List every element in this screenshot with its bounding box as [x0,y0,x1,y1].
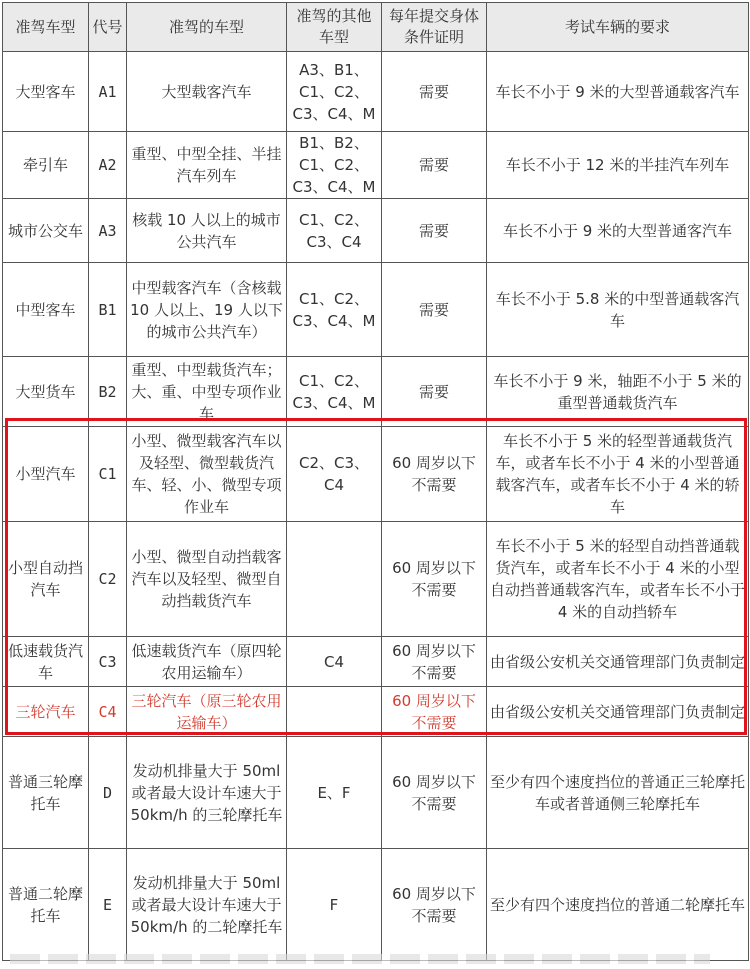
cell-code: A3 [89,199,127,263]
cell-code: C1 [89,427,127,522]
table-row [3,263,749,357]
cell-health: 60 周岁以下不需要 [382,737,487,849]
cell-others: B1、B2、C1、C2、C3、C4、M [287,132,382,199]
cell-health: 需要 [382,199,487,263]
cell-others [287,522,382,637]
cell-code: C3 [89,637,127,687]
table-row [3,199,749,263]
cell-type: 普通二轮摩托车 [3,849,89,961]
cell-vehicles: 重型、中型载货汽车；大、重、中型专项作业车 [127,357,287,427]
cropped-caption-remnant [10,954,710,964]
cell-type: 普通三轮摩托车 [3,737,89,849]
cell-requirement: 车长不小于 9 米的大型普通载客汽车 [487,52,749,132]
licence-class-table [2,2,749,961]
cell-others: C1、C2、C3、C4、M [287,357,382,427]
cell-vehicles: 发动机排量大于 50ml 或者最大设计车速大于 50km/h 的三轮摩托车 [127,737,287,849]
cell-type: 牵引车 [3,132,89,199]
cell-others: E、F [287,737,382,849]
cell-code: B2 [89,357,127,427]
cell-code: C4 [89,687,127,737]
cell-code: D [89,737,127,849]
cell-type: 中型客车 [3,263,89,357]
cell-others: A3、B1、C1、C2、C3、C4、M [287,52,382,132]
cell-vehicles: 中型载客汽车（含核载 10 人以上、19 人以下的城市公共汽车） [127,263,287,357]
cell-type: 小型汽车 [3,427,89,522]
cell-others: C1、C2、C3、C4 [287,199,382,263]
cell-others: C2、C3、C4 [287,427,382,522]
cell-requirement: 车长不小于 5 米的轻型自动挡普通载货汽车，或者车长不小于 4 米的小型自动挡普通载客汽车，或者车长不小于 4 米的自动挡轿车 [487,522,749,637]
cell-type: 城市公交车 [3,199,89,263]
table-row [3,132,749,199]
table-row [3,357,749,427]
header-code: 代号 [89,3,127,52]
header-requirement: 考试车辆的要求 [487,3,749,52]
cell-health: 需要 [382,132,487,199]
cell-health: 60 周岁以下不需要 [382,637,487,687]
cell-type: 三轮汽车 [3,687,89,737]
header-vehicles: 准驾的车型 [127,3,287,52]
cell-vehicles: 小型、微型载客汽车以及轻型、微型载货汽车、轻、小、微型专项作业车 [127,427,287,522]
cell-vehicles: 三轮汽车（原三轮农用运输车） [127,687,287,737]
table-row [3,427,749,522]
cell-type: 低速载货汽车 [3,637,89,687]
table-row [3,637,749,687]
cell-health: 需要 [382,52,487,132]
table-row [3,737,749,849]
cell-code: A1 [89,52,127,132]
cell-vehicles: 重型、中型全挂、半挂汽车列车 [127,132,287,199]
cell-vehicles: 核载 10 人以上的城市公共汽车 [127,199,287,263]
cell-health: 60 周岁以下不需要 [382,849,487,961]
header-health: 每年提交身体条件证明 [382,3,487,52]
cell-health: 60 周岁以下不需要 [382,687,487,737]
table-row-highlighted [3,687,749,737]
cell-vehicles: 发动机排量大于 50ml 或者最大设计车速大于 50km/h 的二轮摩托车 [127,849,287,961]
cell-code: A2 [89,132,127,199]
table-row [3,52,749,132]
cell-requirement: 车长不小于 9 米的大型普通客汽车 [487,199,749,263]
cell-health: 需要 [382,357,487,427]
cell-vehicles: 小型、微型自动挡载客汽车以及轻型、微型自动挡载货汽车 [127,522,287,637]
cell-requirement: 车长不小于 5 米的轻型普通载货汽车，或者车长不小于 4 米的小型普通载客汽车，或者车长不小于 4 米的轿车 [487,427,749,522]
cell-requirement: 至少有四个速度挡位的普通二轮摩托车 [487,849,749,961]
header-row [3,3,749,52]
header-type: 准驾车型 [3,3,89,52]
cell-requirement: 由省级公安机关交通管理部门负责制定 [487,637,749,687]
cell-code: B1 [89,263,127,357]
cell-health: 需要 [382,263,487,357]
cell-others: F [287,849,382,961]
cell-vehicles: 大型载客汽车 [127,52,287,132]
cell-others [287,687,382,737]
cell-health: 60 周岁以下不需要 [382,522,487,637]
cell-health: 60 周岁以下不需要 [382,427,487,522]
header-others: 准驾的其他车型 [287,3,382,52]
cell-requirement: 至少有四个速度挡位的普通正三轮摩托车或者普通侧三轮摩托车 [487,737,749,849]
cell-others: C4 [287,637,382,687]
cell-requirement: 车长不小于 12 米的半挂汽车列车 [487,132,749,199]
cell-requirement: 由省级公安机关交通管理部门负责制定 [487,687,749,737]
cell-code: E [89,849,127,961]
cell-requirement: 车长不小于 5.8 米的中型普通载客汽车 [487,263,749,357]
cell-requirement: 车长不小于 9 米，轴距不小于 5 米的重型普通载货汽车 [487,357,749,427]
cell-type: 小型自动挡汽车 [3,522,89,637]
cell-others: C1、C2、C3、C4、M [287,263,382,357]
cell-vehicles: 低速载货汽车（原四轮农用运输车） [127,637,287,687]
cell-type: 大型客车 [3,52,89,132]
table-row [3,522,749,637]
table-row [3,849,749,961]
cell-code: C2 [89,522,127,637]
cell-type: 大型货车 [3,357,89,427]
